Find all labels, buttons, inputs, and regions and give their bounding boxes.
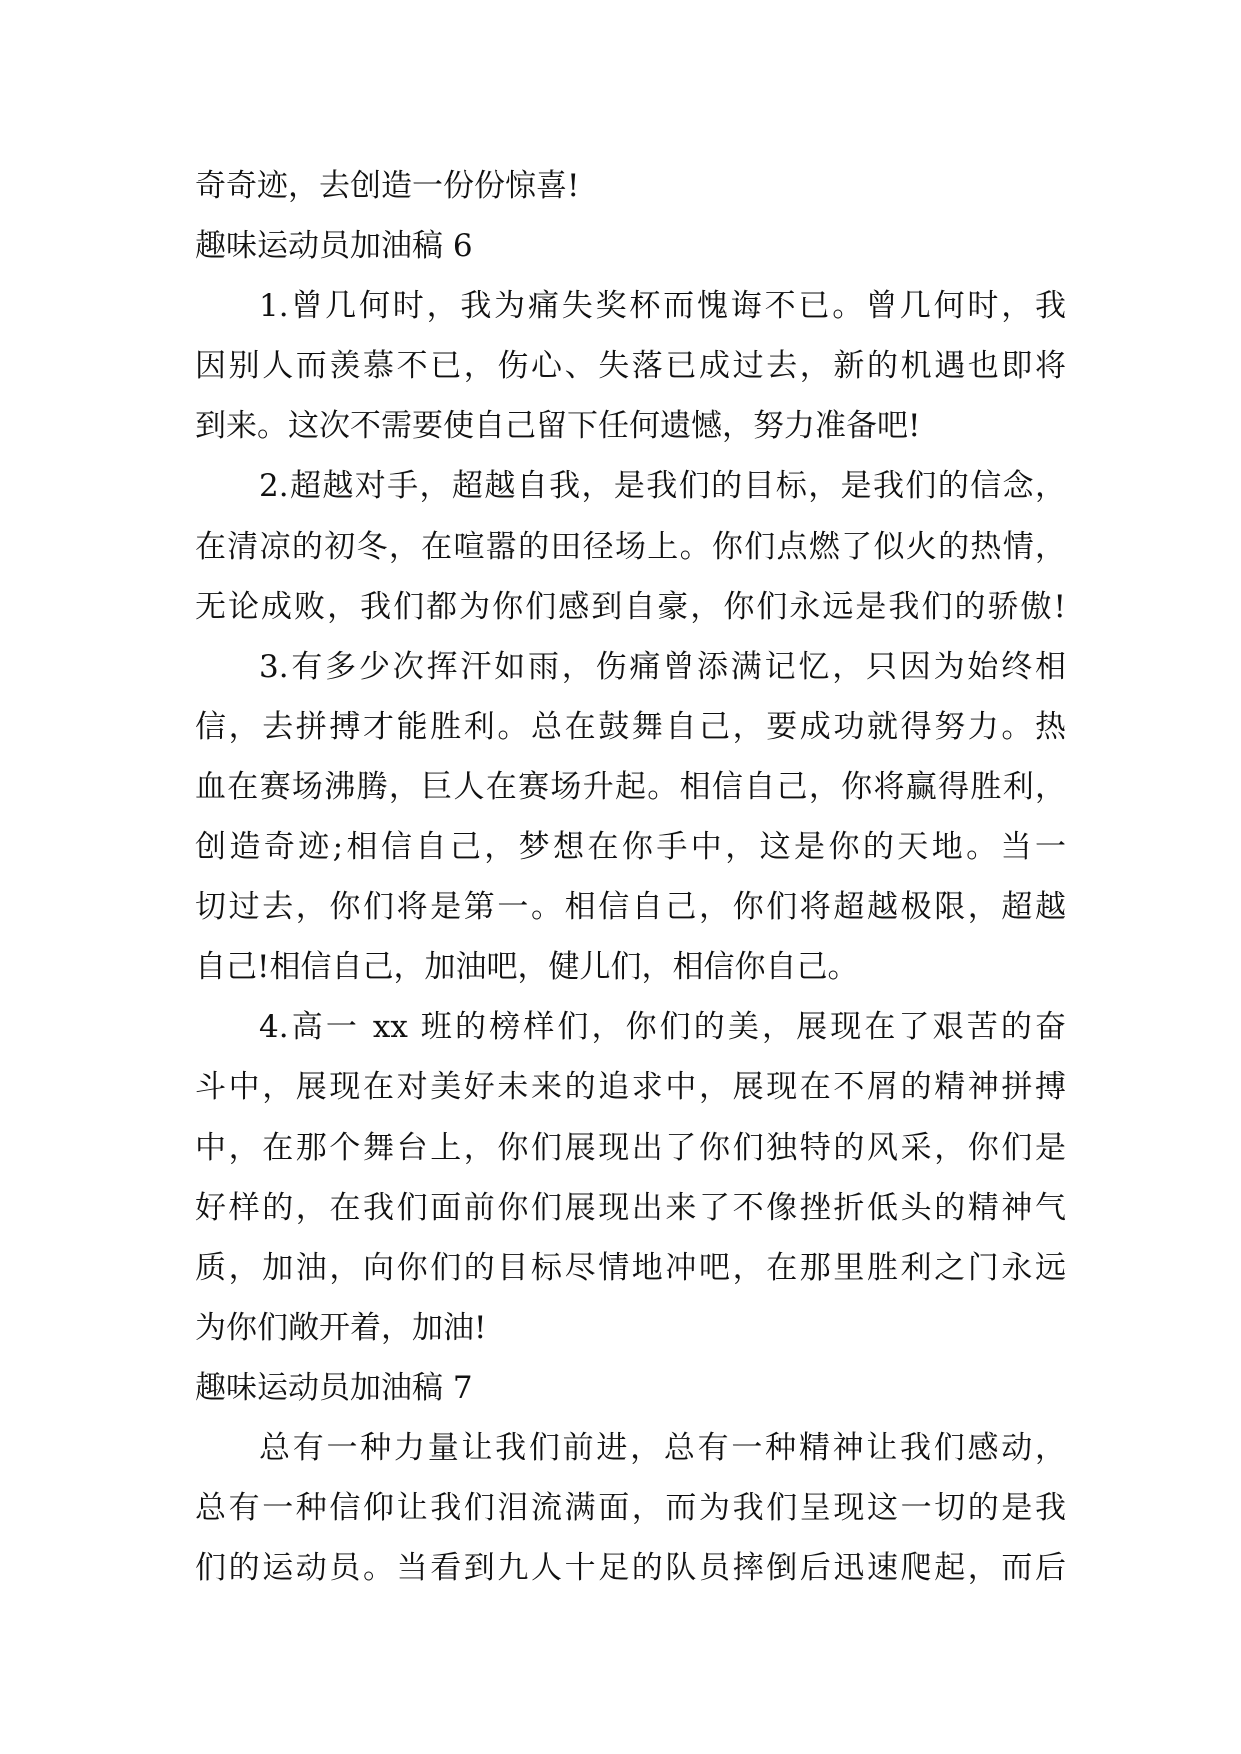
document-body [195,156,1066,1598]
paragraph-line: 创造奇迹;相信自己，梦想在你手中，这是你的天地。当一 [195,829,1066,866]
paragraph-line: 切过去，你们将是第一。相信自己，你们将超越极限，超越 [195,889,1066,926]
section-heading: 趣味运动员加油稿 7 [195,1369,473,1406]
paragraph-line: 血在赛场沸腾，巨人在赛场升起。相信自己，你将赢得胜利， [195,768,1066,805]
section-heading: 趣味运动员加油稿 6 [195,228,473,265]
paragraph-line: 因别人而羡慕不已，伤心、失落已成过去，新的机遇也即将 [195,348,1066,385]
paragraph-line: 2.超越对手，超越自我，是我们的目标，是我们的信念， [259,468,1066,505]
paragraph-line: 1.曾几何时，我为痛失奖杯而愧诲不已。曾几何时，我 [259,288,1066,325]
paragraph-line: 总有一种力量让我们前进，总有一种精神让我们感动， [259,1429,1066,1466]
paragraph-line: 为你们敞开着，加油! [195,1309,487,1346]
paragraph-line: 4.高一 xx 班的榜样们，你们的美，展现在了艰苦的奋 [259,1009,1066,1046]
paragraph-line: 到来。这次不需要使自己留下任何遗憾，努力准备吧! [195,408,921,445]
paragraph-line: 质，加油，向你们的目标尽情地冲吧，在那里胜利之门永远 [195,1249,1066,1286]
paragraph-line: 斗中，展现在对美好未来的追求中，展现在不屑的精神拼搏 [195,1069,1066,1106]
paragraph-line: 总有一种信仰让我们泪流满面，而为我们呈现这一切的是我 [195,1490,1066,1527]
paragraph-line: 自己!相信自己，加油吧，健儿们，相信你自己。 [195,949,859,986]
continued-paragraph-line: 奇奇迹，去创造一份份惊喜! [195,168,580,204]
paragraph-line: 3.有多少次挥汗如雨，伤痛曾添满记忆，只因为始终相 [259,648,1066,685]
paragraph-line: 无论成败，我们都为你们感到自豪，你们永远是我们的骄傲! [195,588,1066,625]
paragraph-line: 好样的，在我们面前你们展现出来了不像挫折低头的精神气 [195,1189,1066,1226]
paragraph-line: 中，在那个舞台上，你们展现出了你们独特的风采，你们是 [195,1129,1066,1166]
paragraph-line: 们的运动员。当看到九人十足的队员摔倒后迅速爬起，而后 [195,1550,1066,1587]
paragraph-line: 在清凉的初冬，在喧嚣的田径场上。你们点燃了似火的热情， [195,528,1066,565]
paragraph-line: 信，去拼搏才能胜利。总在鼓舞自己，要成功就得努力。热 [195,708,1066,745]
